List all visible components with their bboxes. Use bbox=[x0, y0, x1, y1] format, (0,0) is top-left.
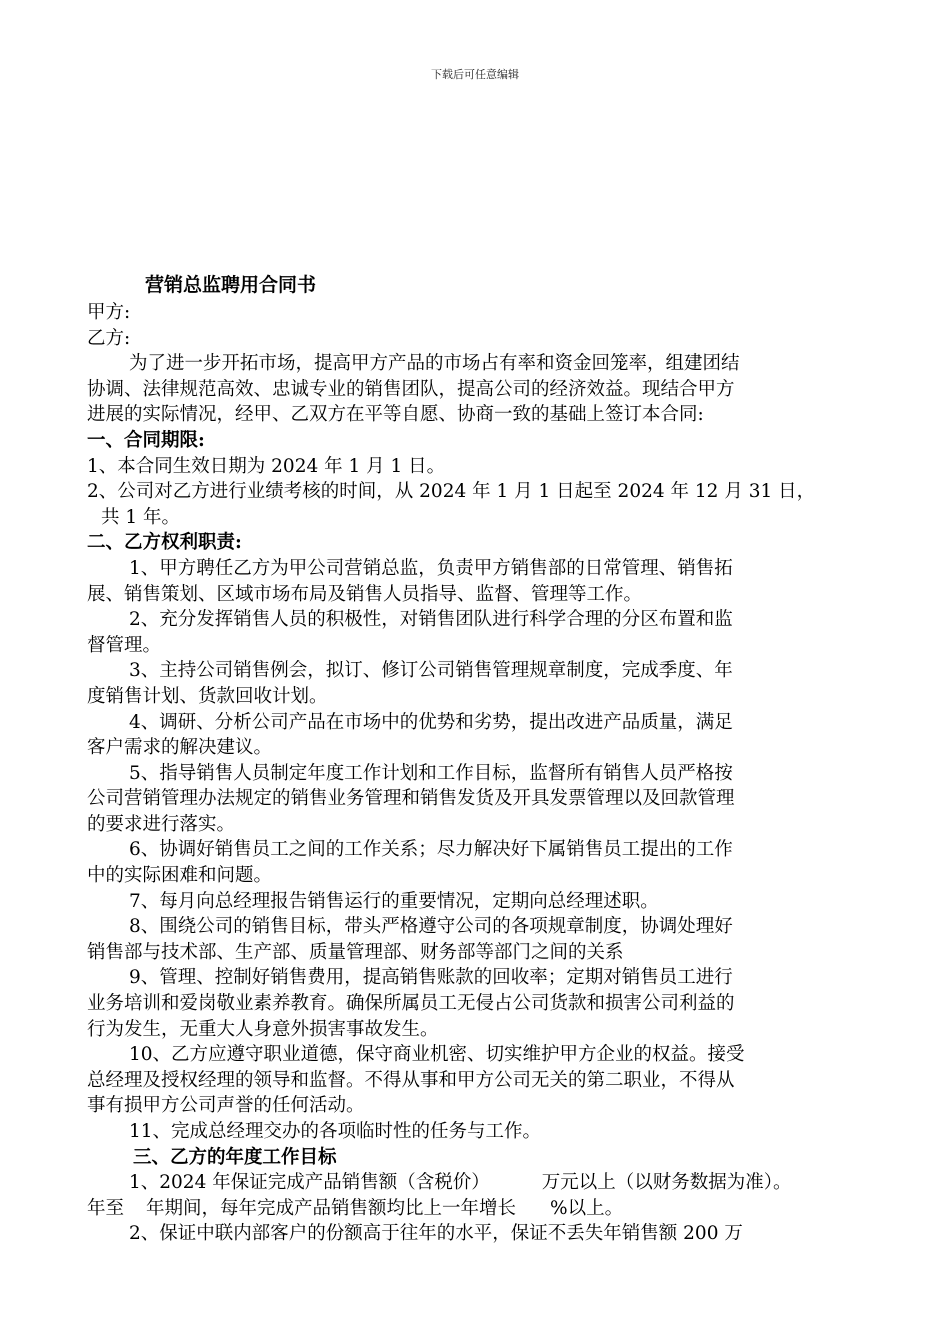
duty-item-line: 3、主持公司销售例会，拟订、修订公司销售管理规章制度，完成季度、年 bbox=[129, 660, 733, 682]
duty-item bbox=[87, 710, 877, 761]
intro-line: 为了进一步开拓市场，提高甲方产品的市场占有率和资金回笼率，组建团结 bbox=[129, 353, 740, 375]
duty-item bbox=[87, 607, 877, 658]
section-3-item-1-line-2 bbox=[87, 1196, 877, 1222]
duty-item-line: 行为发生，无重大人身意外损害事故发生。 bbox=[87, 1018, 439, 1040]
duty-item-line: 销售部与技术部、生产部、质量管理部、财务部等部门之间的关系 bbox=[87, 941, 624, 963]
header-note: 下载后可任意编辑 bbox=[431, 68, 519, 81]
duty-item bbox=[87, 1042, 877, 1119]
duty-item bbox=[87, 556, 877, 607]
duty-item-line: 8、围绕公司的销售目标，带头严格遵守公司的各项规章制度，协调处理好 bbox=[129, 916, 733, 938]
duty-item-line: 11、完成总经理交办的各项临时性的任务与工作。 bbox=[129, 1121, 542, 1142]
duty-item bbox=[87, 837, 877, 888]
duty-item-line: 度销售计划、货款回收计划。 bbox=[87, 685, 328, 707]
section-3-item-2-line-1: 2、保证中联内部客户的份额高于往年的水平，保证不丢失年销售额 200 万 bbox=[129, 1223, 743, 1245]
duty-item-line: 督管理。 bbox=[87, 634, 162, 656]
section-1-item-1: 1、本合同生效日期为 2024 年 1 月 1 日。 bbox=[87, 455, 446, 477]
duty-item-line: 客户需求的解决建议。 bbox=[87, 737, 273, 759]
duty-item-line: 事有损甲方公司声誉的任何活动。 bbox=[87, 1095, 365, 1117]
section-3-item-1-line-1 bbox=[87, 1170, 877, 1196]
sales-target-text: 1、2024 年保证完成产品销售额（含税价） bbox=[129, 1172, 490, 1194]
year-range-start-text: 年至 bbox=[87, 1197, 125, 1219]
document-title: 营销总监聘用合同书 bbox=[145, 274, 317, 296]
section-1-item-2-line-2: 共 1 年。 bbox=[101, 506, 181, 528]
growth-text: 年期间，每年完成产品销售额均比上一年增长 bbox=[146, 1197, 517, 1219]
duty-item bbox=[87, 965, 877, 1042]
contract-document bbox=[87, 270, 877, 1247]
section-2-items bbox=[87, 556, 877, 1145]
party-b-label: 乙方: bbox=[87, 327, 131, 349]
duty-item-line: 4、调研、分析公司产品在市场中的优势和劣势，提出改进产品质量，满足 bbox=[129, 711, 733, 733]
duty-item-line: 的要求进行落实。 bbox=[87, 813, 236, 835]
intro-line: 协调、法律规范高效、忠诚专业的销售团队，提高公司的经济效益。现结合甲方 bbox=[87, 378, 735, 400]
duty-item-line: 2、充分发挥销售人员的积极性，对销售团队进行科学合理的分区布置和监 bbox=[129, 609, 733, 631]
duty-item bbox=[87, 761, 877, 838]
party-a-label: 甲方: bbox=[87, 302, 131, 323]
growth-percent-text: %以上。 bbox=[550, 1197, 624, 1219]
section-1-item-2-line-1: 2、公司对乙方进行业绩考核的时间，从 2024 年 1 月 1 日起至 2024 年 12 月 31 日， bbox=[87, 481, 816, 503]
sales-target-unit-text: 万元以上（以财务数据为准）。 bbox=[541, 1172, 792, 1194]
intro-paragraph bbox=[87, 351, 877, 428]
duty-item-line: 中的实际困难和问题。 bbox=[87, 865, 273, 887]
duty-item-line: 展、销售策划、区域市场布局及销售人员指导、监督、管理等工作。 bbox=[87, 583, 643, 605]
duty-item-line: 公司营销管理办法规定的销售业务管理和销售发货及开具发票管理以及回款管理 bbox=[87, 788, 735, 810]
duty-item-line: 5、指导销售人员制定年度工作计划和工作目标，监督所有销售人员严格按 bbox=[129, 762, 733, 784]
section-2-heading: 二、乙方权利职责: bbox=[87, 532, 242, 554]
duty-item-line: 7、每月向总经理报告销售运行的重要情况，定期向总经理述职。 bbox=[129, 890, 659, 912]
duty-item-line: 1、甲方聘任乙方为甲公司营销总监，负责甲方销售部的日常管理、销售拓 bbox=[129, 557, 733, 579]
duty-item-line: 10、乙方应遵守职业道德，保守商业机密、切实维护甲方企业的权益。接受 bbox=[129, 1044, 745, 1066]
duty-item-line: 6、协调好销售员工之间的工作关系；尽力解决好下属销售员工提出的工作 bbox=[129, 839, 733, 861]
duty-item-line: 总经理及授权经理的领导和监督。不得从事和甲方公司无关的第二职业，不得从 bbox=[87, 1069, 735, 1091]
duty-item bbox=[87, 889, 877, 915]
intro-line: 进展的实际情况，经甲、乙双方在平等自愿、协商一致的基础上签订本合同: bbox=[87, 404, 704, 426]
duty-item bbox=[87, 1119, 877, 1145]
duty-item bbox=[87, 658, 877, 709]
duty-item-line: 9、管理、控制好销售费用，提高销售账款的回收率；定期对销售员工进行 bbox=[129, 967, 733, 989]
section-3-heading: 三、乙方的年度工作目标 bbox=[133, 1146, 337, 1168]
duty-item-line: 业务培训和爱岗敬业素养教育。确保所属员工无侵占公司货款和损害公司利益的 bbox=[87, 993, 735, 1015]
section-1-heading: 一、合同期限: bbox=[87, 429, 205, 451]
duty-item bbox=[87, 914, 877, 965]
